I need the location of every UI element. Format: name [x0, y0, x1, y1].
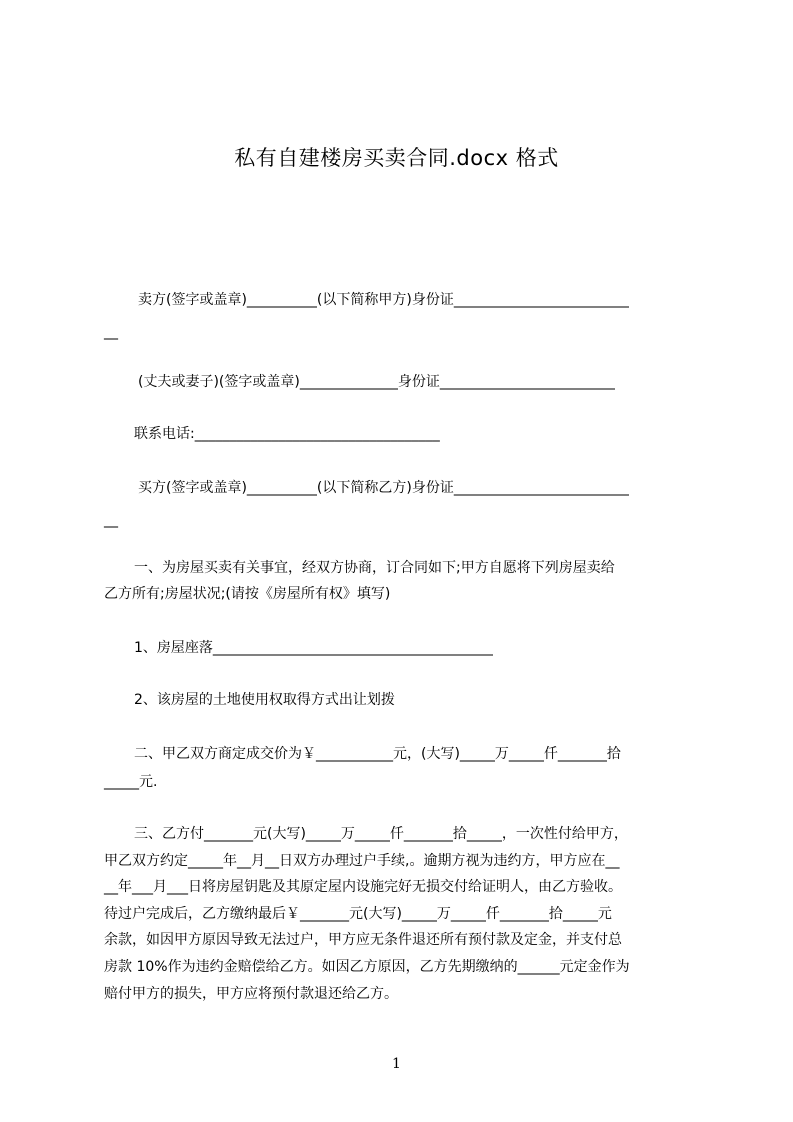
clause-3-line-7: 赔付甲方的损失，甲方应将预付款退还给乙方。 [104, 986, 398, 1002]
clause-2-line-2: _____元. [104, 774, 158, 790]
clause-3-line-6: 房款 10%作为违约金赔偿给乙方。如因乙方原因，乙方先期缴纳的______元定金作为 [104, 959, 630, 975]
item-1-location: 1、房屋座落________________________________________ [134, 640, 493, 656]
clause-3-line-2: 甲乙双方约定_____年__月__日双方办理过户手续,。逾期方视为违约方，甲方应在__ [104, 853, 620, 869]
item-2-land-use: 2、该房屋的土地使用权取得方式出让划拨 [134, 692, 395, 708]
clause-3-line-1: 三、乙方付_______元(大写)_____万_____仟_______拾_____，一次性付给甲方， [134, 826, 628, 842]
document-title: 私有自建楼房买卖合同.docx 格式 [234, 146, 559, 170]
clause-3-line-5: 余款，如因甲方原因导致无法过户，甲方应无条件退还所有预付款及定金，并支付总 [104, 932, 622, 948]
clause-3-line-3: __年___月___日将房屋钥匙及其原定屋内设施完好无损交付给证明人，由乙方验收。 [104, 879, 622, 895]
phone-line: 联系电话:___________________________________ [134, 426, 440, 442]
page-number: 1 [392, 1056, 401, 1072]
buyer-line: 买方(签字或盖章)__________(以下简称乙方)身份证_________________________ [138, 480, 629, 496]
clause-1-line-1: 一、为房屋买卖有关事宜，经双方协商，订合同如下;甲方自愿将下列房屋卖给 [134, 560, 615, 576]
seller-line-cont: __ [104, 324, 118, 340]
clause-3-line-4: 待过户完成后，乙方缴纳最后￥_______元(大写)_____万_____仟_______拾_____元 [104, 906, 612, 922]
seller-line: 卖方(签字或盖章)__________(以下简称甲方)身份证_________________________ [138, 292, 629, 308]
spouse-line: (丈夫或妻子)(签字或盖章)______________身份证_________________________ [138, 374, 615, 390]
clause-1-line-2: 乙方所有;房屋状况;(请按《房屋所有权》填写) [104, 586, 391, 602]
clause-2-line-1: 二、甲乙双方商定成交价为￥___________元，(大写)_____万_____仟_______拾 [134, 746, 621, 762]
buyer-line-cont: __ [104, 512, 118, 528]
